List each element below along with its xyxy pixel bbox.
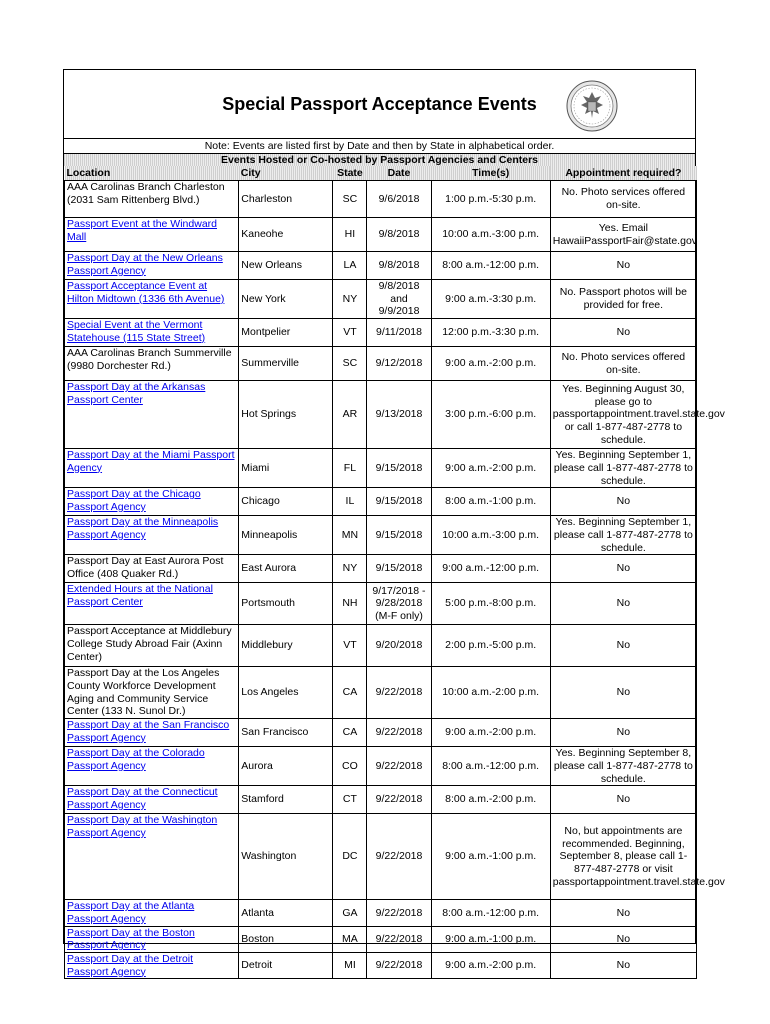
event-location — [65, 449, 239, 488]
event-location — [65, 516, 239, 555]
event-time: 8:00 a.m.-1:00 p.m. — [431, 488, 550, 516]
event-date: 9/22/2018 — [367, 719, 431, 747]
event-appointment: No — [550, 555, 696, 583]
event-appointment: No. Photo services offered on-site. — [550, 347, 696, 381]
event-date: 9/8/2018 and 9/9/2018 — [367, 280, 431, 319]
column-header-date: Date — [367, 166, 431, 181]
event-location — [65, 747, 239, 786]
us-state-department-seal-icon — [566, 80, 618, 132]
event-location-link[interactable]: Passport Day at the Washington Passport Agency — [67, 814, 218, 839]
event-city: New York — [239, 280, 333, 319]
event-state: NY — [333, 555, 367, 583]
event-location: AAA Carolinas Branch Summerville (9980 Dorchester Rd.) — [65, 347, 239, 381]
table-row — [65, 667, 697, 719]
event-time: 9:00 a.m.-1:00 p.m. — [431, 926, 550, 952]
event-location-link[interactable]: Passport Day at the New Orleans Passport Agency — [67, 252, 223, 277]
event-time: 10:00 a.m.-3:00 p.m. — [431, 516, 550, 555]
event-city: Hot Springs — [239, 381, 333, 449]
event-time: 1:00 p.m.-5:30 p.m. — [431, 181, 550, 218]
event-date: 9/15/2018 — [367, 488, 431, 516]
event-state: CA — [333, 667, 367, 719]
event-date: 9/15/2018 — [367, 516, 431, 555]
event-date: 9/11/2018 — [367, 319, 431, 347]
event-city: Charleston — [239, 181, 333, 218]
event-appointment: No — [550, 583, 696, 625]
event-location — [65, 280, 239, 319]
event-state: NH — [333, 583, 367, 625]
event-location-link[interactable]: Passport Day at the Arkansas Passport Center — [67, 381, 206, 406]
event-location — [65, 953, 239, 979]
document-frame — [63, 69, 725, 978]
table-row — [65, 583, 697, 625]
event-time: 9:00 a.m.-2:00 p.m. — [431, 719, 550, 747]
event-appointment: No — [550, 786, 696, 814]
table-row — [65, 625, 697, 667]
table-row — [65, 488, 697, 516]
table-row — [65, 381, 697, 449]
event-date: 9/22/2018 — [367, 953, 431, 979]
event-appointment: No — [550, 953, 696, 979]
event-city: Aurora — [239, 747, 333, 786]
event-appointment: No — [550, 667, 696, 719]
event-time: 3:00 p.m.-6:00 p.m. — [431, 381, 550, 449]
event-time: 5:00 p.m.-8:00 p.m. — [431, 583, 550, 625]
event-city: Montpelier — [239, 319, 333, 347]
event-location-link[interactable]: Passport Day at the Chicago Passport Agency — [67, 488, 201, 513]
event-date: 9/15/2018 — [367, 555, 431, 583]
event-state: CT — [333, 786, 367, 814]
event-location-link[interactable]: Passport Event at the Windward Mall — [67, 218, 217, 243]
sort-note: Note: Events are listed first by Date and then by State in alphabetical order. — [64, 140, 695, 154]
event-location: AAA Carolinas Branch Charleston (2031 Sam Rittenberg Blvd.) — [65, 181, 239, 218]
event-city: Summerville — [239, 347, 333, 381]
event-time: 9:00 a.m.-1:00 p.m. — [431, 814, 550, 900]
event-location-link[interactable]: Passport Day at the San Francisco Passport Agency — [67, 719, 230, 744]
event-appointment: Yes. Beginning September 8, please call 1-877-487-2778 to schedule. — [550, 747, 696, 786]
event-date: 9/13/2018 — [367, 381, 431, 449]
event-location-link[interactable]: Passport Day at the Colorado Passport Agency — [67, 747, 205, 772]
event-date: 9/8/2018 — [367, 218, 431, 252]
table-row — [65, 719, 697, 747]
event-location: Passport Day at East Aurora Post Office (408 Quaker Rd.) — [65, 555, 239, 583]
event-location-link[interactable]: Passport Day at the Miami Passport Agency — [67, 449, 235, 474]
event-state: SC — [333, 181, 367, 218]
event-appointment: No — [550, 488, 696, 516]
event-time: 2:00 p.m.-5:00 p.m. — [431, 625, 550, 667]
event-state: IL — [333, 488, 367, 516]
section-header: Events Hosted or Co-hosted by Passport Agencies and Centers — [64, 154, 695, 166]
event-location — [65, 218, 239, 252]
event-city: Atlanta — [239, 900, 333, 926]
table-row — [65, 926, 697, 952]
event-state: MA — [333, 926, 367, 952]
event-appointment: No, but appointments are recommended. Beginning, September 8, please call 1-877-487-2778 or visit passportappointment.travel.state.gov — [550, 814, 696, 900]
table-row — [65, 280, 697, 319]
event-location — [65, 319, 239, 347]
event-location — [65, 786, 239, 814]
event-state: HI — [333, 218, 367, 252]
event-date: 9/17/2018 - 9/28/2018 (M-F only) — [367, 583, 431, 625]
event-date: 9/22/2018 — [367, 667, 431, 719]
event-state: CO — [333, 747, 367, 786]
event-location: Passport Acceptance at Middlebury College Study Abroad Fair (Axinn Center) — [65, 625, 239, 667]
event-date: 9/22/2018 — [367, 814, 431, 900]
event-time: 8:00 a.m.-12:00 p.m. — [431, 900, 550, 926]
column-header-times: Time(s) — [431, 166, 550, 181]
events-table — [64, 166, 725, 979]
event-state: VT — [333, 319, 367, 347]
event-state: CA — [333, 719, 367, 747]
event-state: GA — [333, 900, 367, 926]
event-date: 9/22/2018 — [367, 926, 431, 952]
event-location — [65, 488, 239, 516]
event-state: MN — [333, 516, 367, 555]
table-row — [65, 347, 697, 381]
table-row — [65, 953, 697, 979]
event-date: 9/22/2018 — [367, 747, 431, 786]
table-row — [65, 252, 697, 280]
event-city: Boston — [239, 926, 333, 952]
event-city: Miami — [239, 449, 333, 488]
event-city: Middlebury — [239, 625, 333, 667]
event-location — [65, 926, 239, 952]
event-location-link[interactable]: Passport Acceptance Event at Hilton Midtown (1336 6th Avenue) — [67, 280, 225, 305]
event-time: 9:00 a.m.-2:00 p.m. — [431, 449, 550, 488]
table-row — [65, 900, 697, 926]
event-location — [65, 583, 239, 625]
table-row — [65, 814, 697, 900]
event-location — [65, 814, 239, 900]
table-row — [65, 516, 697, 555]
event-appointment: No — [550, 900, 696, 926]
column-header-appointment: Appointment required? — [550, 166, 696, 181]
event-location — [65, 381, 239, 449]
event-city: Portsmouth — [239, 583, 333, 625]
event-city: New Orleans — [239, 252, 333, 280]
event-location-link[interactable]: Passport Day at the Detroit Passport Agency — [67, 953, 194, 978]
table-row — [65, 747, 697, 786]
event-appointment: Yes. Email HawaiiPassportFair@state.gov — [550, 218, 696, 252]
event-appointment: No — [550, 625, 696, 667]
event-city: Washington — [239, 814, 333, 900]
event-location — [65, 252, 239, 280]
column-header-location: Location — [65, 166, 239, 181]
event-time: 8:00 a.m.-2:00 p.m. — [431, 786, 550, 814]
event-appointment: Yes. Beginning August 30, please go to passportappointment.travel.state.gov or call 1-877-487-2778 to schedule. — [550, 381, 696, 449]
title-box — [64, 70, 695, 139]
event-appointment: No. Photo services offered on-site. — [550, 181, 696, 218]
event-date: 9/15/2018 — [367, 449, 431, 488]
event-location-link[interactable]: Extended Hours at the National Passport Center — [67, 583, 213, 609]
event-date: 9/22/2018 — [367, 786, 431, 814]
table-header-row — [65, 166, 697, 181]
table-row — [65, 218, 697, 252]
event-appointment: No. Passport photos will be provided for free. — [550, 280, 696, 319]
event-time: 10:00 a.m.-2:00 p.m. — [431, 667, 550, 719]
page-title: Special Passport Acceptance Events — [222, 94, 537, 114]
event-time: 9:00 a.m.-12:00 p.m. — [431, 555, 550, 583]
event-city: Chicago — [239, 488, 333, 516]
event-time: 9:00 a.m.-3:30 p.m. — [431, 280, 550, 319]
table-row — [65, 449, 697, 488]
event-state: FL — [333, 449, 367, 488]
event-date: 9/12/2018 — [367, 347, 431, 381]
event-date: 9/6/2018 — [367, 181, 431, 218]
event-time: 9:00 a.m.-2:00 p.m. — [431, 347, 550, 381]
event-time: 10:00 a.m.-3:00 p.m. — [431, 218, 550, 252]
event-appointment: No — [550, 252, 696, 280]
table-row — [65, 319, 697, 347]
table-row — [65, 786, 697, 814]
event-state: VT — [333, 625, 367, 667]
event-location-link[interactable]: Passport Day at the Connecticut Passport Agency — [67, 786, 218, 811]
event-time: 8:00 a.m.-12:00 p.m. — [431, 747, 550, 786]
event-city: Kaneohe — [239, 218, 333, 252]
event-state: AR — [333, 381, 367, 449]
table-row — [65, 181, 697, 218]
column-header-state: State — [333, 166, 367, 181]
event-time: 9:00 a.m.-2:00 p.m. — [431, 953, 550, 979]
event-state: MI — [333, 953, 367, 979]
event-state: SC — [333, 347, 367, 381]
event-state: NY — [333, 280, 367, 319]
event-time: 12:00 p.m.-3:30 p.m. — [431, 319, 550, 347]
event-date: 9/8/2018 — [367, 252, 431, 280]
event-city: Minneapolis — [239, 516, 333, 555]
event-location-link[interactable]: Passport Day at the Atlanta Passport Agency — [67, 900, 195, 925]
event-city: Los Angeles — [239, 667, 333, 719]
event-time: 8:00 a.m.-12:00 p.m. — [431, 252, 550, 280]
event-location — [65, 900, 239, 926]
event-location: Passport Day at the Los Angeles County Workforce Development Aging and Community Service Center (133 N. Sunol Dr.) — [65, 667, 239, 719]
event-city: Stamford — [239, 786, 333, 814]
event-location-link[interactable]: Passport Day at the Minneapolis Passport Agency — [67, 516, 219, 541]
event-location-link[interactable]: Special Event at the Vermont Statehouse (115 State Street) — [67, 319, 206, 344]
event-date: 9/22/2018 — [367, 900, 431, 926]
event-location-link[interactable]: Passport Day at the Boston Passport Agency — [67, 926, 195, 952]
event-state: DC — [333, 814, 367, 900]
column-header-city: City — [239, 166, 333, 181]
event-state: LA — [333, 252, 367, 280]
event-city: Detroit — [239, 953, 333, 979]
event-appointment: No — [550, 319, 696, 347]
event-location — [65, 719, 239, 747]
event-appointment: No — [550, 719, 696, 747]
event-city: East Aurora — [239, 555, 333, 583]
event-appointment: Yes. Beginning September 1, please call 1-877-487-2778 to schedule. — [550, 516, 696, 555]
event-city: San Francisco — [239, 719, 333, 747]
table-row — [65, 555, 697, 583]
event-appointment: No — [550, 926, 696, 952]
event-appointment: Yes. Beginning September 1, please call 1-877-487-2778 to schedule. — [550, 449, 696, 488]
event-date: 9/20/2018 — [367, 625, 431, 667]
